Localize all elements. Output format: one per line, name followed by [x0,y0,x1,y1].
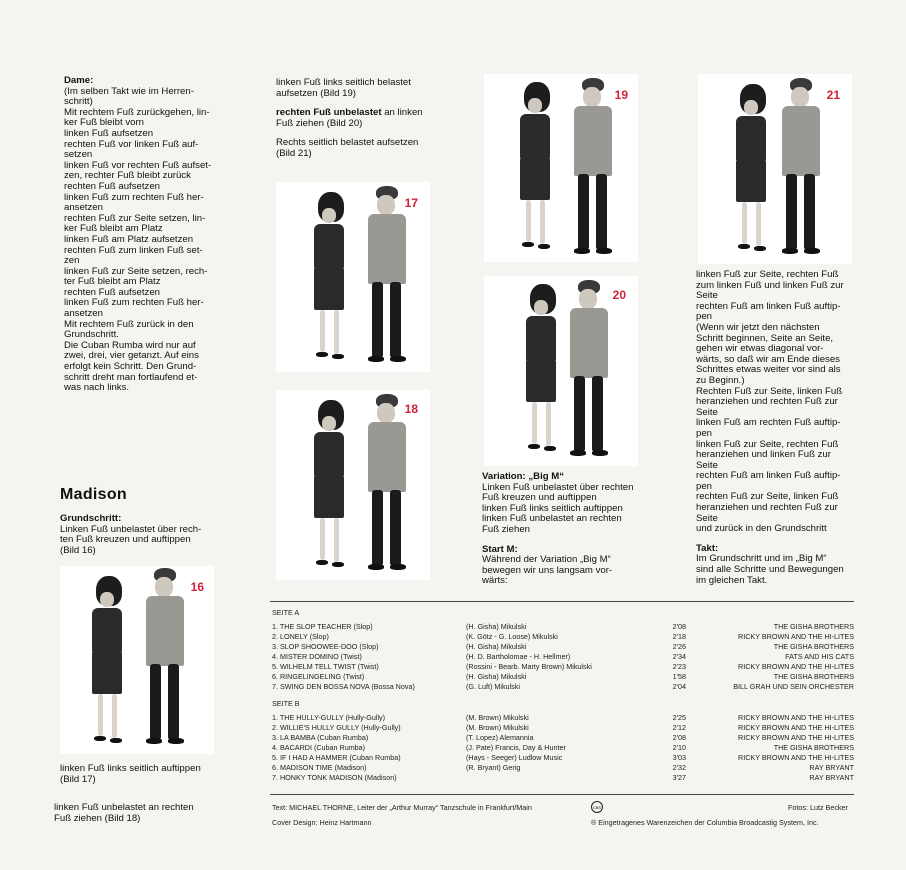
text-line: Rechts seitlich belastet aufsetzen [276,137,419,149]
text-line: pen [696,480,713,492]
text-line: linken Fuß zur Seite, rechten Fuß [696,438,839,450]
track-time: 2'26 [672,642,686,651]
track-title: 5. WILHELM TELL TWIST (Twist) [272,662,379,671]
text-line: was nach links. [64,382,130,394]
track-time: 2'25 [672,713,686,722]
text-line: pen [696,427,713,439]
track-artist: THE GISHA BROTHERS [773,672,854,681]
text-line: ker Fuß bleibt am Platz [64,223,163,235]
photo-19 [484,74,638,262]
text-line: zu Beginn.) [696,374,745,386]
text-line: Mit rechtem Fuß zurück in den [64,318,194,330]
track-artist: RICKY BROWN AND THE HI-LITES [738,723,854,732]
photo-20 [484,276,638,466]
track-time: 2'18 [672,632,686,641]
text-line: Fuß ziehen (Bild 18) [54,812,141,824]
text-line: Fuß ziehen [482,523,530,535]
text-line: Schritt beginnen, Seite an Seite, [696,332,834,344]
dame-title: Dame: [64,75,94,86]
takt-title: Takt: [696,542,719,554]
dancer-man [362,186,412,366]
track-row [272,672,856,682]
track-title: 4. MISTER DOMINO (Twist) [272,652,362,661]
text-line: wärts, so daß wir am Ende dieses [696,353,840,365]
text-line: ten Fuß kreuzen und auftippen [60,534,191,546]
variation-section [482,472,642,587]
text-line: linken Fuß links seitlich belastet [276,77,411,88]
text-line: zen, rechter Fuß bleibt zurück [64,170,191,182]
text-line: ansetzen [64,308,103,320]
text-line: pen [696,311,713,323]
text-line: Rechten Fuß zur Seite, linken Fuß [696,385,843,397]
track-time: 2'23 [672,662,686,671]
track-title: 6. RINGELINGELING (Twist) [272,672,365,681]
track-credit: (H. Gisha) Mikulski [466,642,527,651]
text-line: ansetzen [64,202,103,214]
dancer-woman [732,84,772,254]
track-time: 2'10 [672,743,686,752]
text-line: rechten Fuß aufsetzen [64,180,160,192]
track-credit: (K. Götz - G. Loose) Mikulski [466,632,558,641]
text-line: rechten Fuß am linken Fuß auftip- [696,470,841,482]
cover-credit: Cover Design: Heinz Hartmann [272,818,372,827]
photo-number-17: 17 [404,196,418,210]
dancer-man [362,394,412,574]
text-line: linken Fuß unbelastet an rechten [482,513,622,525]
tracklist-bottom-rule [270,794,854,795]
photo-number-16: 16 [190,580,204,594]
text-line: Im Grundschritt und im „Big M“ [696,553,827,565]
track-row [272,763,856,773]
text-line: zwei, drei, vier getanzt. Auf eins [64,350,199,362]
text-line: Seite [696,290,718,302]
col2-paragraph-2: rechten Fuß unbelastet an linken Fuß ziehen (Bild 20) [276,107,423,129]
track-artist: THE GISHA BROTHERS [773,622,854,631]
text-line: Linken Fuß unbelastet über rechten [482,481,634,493]
text-line: linken Fuß zum rechten Fuß her- [64,191,204,203]
track-time: 2'08 [672,733,686,742]
track-credit: (M. Brown) Mikulski [466,723,529,732]
track-title: 1. THE SLOP TEACHER (Slop) [272,622,373,631]
col2-text [276,78,446,169]
track-row [272,642,856,652]
photo-21 [698,74,852,264]
dancer-woman [310,192,350,362]
start-title: Start M: [482,543,518,555]
track-credit: (R. Bryant) Gerig [466,763,521,772]
photo-18 [276,390,430,580]
text-line: und zurück in den Grundschritt [696,523,827,535]
track-credit: (G. Luft) Mikulski [466,682,520,691]
text-line: wärts: [482,575,508,587]
track-artist: RAY BRYANT [809,763,854,772]
dancer-man [776,78,826,258]
dancer-woman [522,284,562,454]
text-line: Die Cuban Rumba wird nur auf [64,339,196,351]
text-line: heranziehen und rechten Fuß zur [696,396,838,408]
track-credit: (T. Lopez) Alemannia [466,733,534,742]
track-credit: (J. Pate) Francis, Day & Hunter [466,743,566,752]
track-row [272,743,856,753]
track-row [272,622,856,632]
text-line: erfolgt kein Schritt. Den Grund- [64,361,197,373]
track-artist: FATS AND HIS CATS [785,652,854,661]
track-title: 2. LONELY (Slop) [272,632,329,641]
text-line: ker Fuß bleibt vorn [64,117,144,129]
text-line: (Im selben Takt wie im Herren- [64,85,194,97]
dancer-man [564,280,614,460]
dancer-woman [516,82,556,252]
text-line: rechten Fuß zur Seite setzen, lin- [64,212,206,224]
text-line: bewegen wir uns langsam vor- [482,564,613,576]
text-line: rechten Fuß zur Seite, linken Fuß [696,491,839,503]
cbs-logo: CBS [591,801,603,813]
track-artist: RICKY BROWN AND THE HI-LITES [738,713,854,722]
photo-number-18: 18 [404,402,418,416]
text-line: (Wenn wir jetzt den nächsten [696,321,820,333]
text-line: (Bild 17) [60,773,96,785]
photo-number-21: 21 [826,88,840,102]
grundschritt-section [60,514,220,556]
variation-title: Variation: „Big M“ [482,471,565,482]
text-line: rechten Fuß am linken Fuß auftip- [696,300,841,312]
text-line: linken Fuß unbelastet an rechten [54,802,194,813]
track-time: 1'58 [672,672,686,681]
text-line: sind alle Schritte und Bewegungen [696,564,844,576]
track-time: 2'34 [672,652,686,661]
grundschritt-lines [60,525,220,557]
text-line: rechten Fuß aufsetzen [64,286,160,298]
track-artist: THE GISHA BROTHERS [773,642,854,651]
photo-17 [276,182,430,372]
text-credit: Text: MICHAEL THORNE, Leiter der „Arthur Murray“ Tanzschule in Frankfurt/Main [272,803,532,812]
dancer-man [568,78,618,258]
track-row [272,713,856,723]
track-artist: RICKY BROWN AND THE HI-LITES [738,662,854,671]
text-line: rechten Fuß zum linken Fuß set- [64,244,203,256]
track-credit: (Rossini - Bearb. Marty Brown) Mikulski [466,662,592,671]
dancer-man [140,568,190,748]
side-b-label: SEITE B [272,699,300,708]
track-row [272,652,856,662]
grundschritt-title: Grundschritt: [60,513,122,524]
text-line: Mit rechtem Fuß zurückgehen, lin- [64,106,210,118]
text-line: gehen wir etwas diagonal vor- [696,343,824,355]
text-line: linken Fuß am rechten Fuß auftip- [696,417,841,429]
text-line: linken Fuß aufsetzen [64,127,154,139]
track-artist: RICKY BROWN AND THE HI-LITES [738,753,854,762]
text-line: schritt) [64,96,93,108]
dame-lines [64,87,220,394]
col2-paragraph-1 [276,78,446,99]
track-title: 3. LA BAMBA (Cuban Rumba) [272,733,369,742]
photo-number-19: 19 [614,88,628,102]
dancer-woman [88,576,128,746]
dancer-woman [310,400,350,570]
track-credit: (H. D. Bartholomae - H. Hellmer) [466,652,571,661]
tracklist-top-rule [270,601,854,602]
text-line: zen [64,255,80,267]
text-line: zum linken Fuß und linken Fuß zur [696,279,844,291]
tracklist [272,608,856,790]
text-line: ter Fuß bleibt am Platz [64,276,161,288]
text-line: Während der Variation „Big M“ [482,554,611,566]
text-line: linken Fuß zur Seite, rechten Fuß [696,269,839,280]
track-artist: RICKY BROWN AND THE HI-LITES [738,733,854,742]
track-time: 2'32 [672,763,686,772]
track-time: 3'03 [672,753,686,762]
text-line: Linken Fuß unbelastet über rech- [60,523,202,535]
track-row [272,733,856,743]
text-line: linken Fuß vor rechten Fuß aufset- [64,159,212,171]
track-title: 2. WILLIE'S HULLY GULLY (Hully-Gully) [272,723,401,732]
track-time: 2'08 [672,622,686,631]
text-line: heranziehen und linken Fuß zur [696,449,831,461]
track-row [272,662,856,672]
text-line: Seite [696,512,718,524]
photo-16 [60,566,214,754]
text-line: Grundschritt. [64,329,119,341]
text-line: linken Fuß am Platz aufsetzen [64,233,194,245]
text-line: heranziehen und rechten Fuß zur [696,502,838,514]
col4-text [696,270,854,586]
col2-paragraph-3 [276,138,446,159]
text-line: (Bild 16) [60,544,96,556]
track-credit: (H. Gisha) Mikulski [466,672,527,681]
text-line: linken Fuß links seitlich auftippen [482,502,623,514]
text-line: Seite [696,406,718,418]
track-credit: (Hays - Seeger) Ludlow Music [466,753,563,762]
track-row [272,682,856,692]
after-16b-text [54,803,214,824]
text-line: (Bild 21) [276,147,312,159]
text-line: linken Fuß zur Seite setzen, rech- [64,265,208,277]
text-line: linken Fuß links seitlich auftippen [60,763,201,774]
track-artist: RICKY BROWN AND THE HI-LITES [738,632,854,641]
track-time: 2'12 [672,723,686,732]
track-title: 4. BACARDI (Cuban Rumba) [272,743,366,752]
trademark-note: ® Eingetragenes Warenzeichen der Columbia Broadcastig System, Inc. [591,818,819,827]
side-a-label: SEITE A [272,608,300,617]
track-title: 3. SLOP SHOOWEE-DOO (Slop) [272,642,379,651]
track-title: 6. MADISON TIME (Madison) [272,763,367,772]
track-credit: (H. Gisha) Mikulski [466,622,527,631]
photo-number-20: 20 [612,288,626,302]
text-line: aufsetzen (Bild 19) [276,87,356,99]
dame-section [64,76,220,394]
madison-heading: Madison [60,486,127,503]
track-row [272,723,856,733]
track-artist: BILL GRAH UND SEIN ORCHESTER [733,682,854,691]
track-title: 5. IF I HAD A HAMMER (Cuban Rumba) [272,753,401,762]
text-line: im gleichen Takt. [696,574,768,586]
track-artist: RAY BRYANT [809,773,854,782]
track-credit: (M. Brown) Mikulski [466,713,529,722]
after-16-text [60,764,220,785]
track-title: 1. THE HULLY-GULLY (Hully-Gully) [272,713,386,722]
text-line: Fuß kreuzen und auftippen [482,492,597,504]
text-line: schritt dreht man fortlaufend et- [64,371,198,383]
text-line: linken Fuß zum rechten Fuß her- [64,297,204,309]
text-line: setzen [64,149,93,161]
track-row [272,632,856,642]
track-row [272,753,856,763]
track-title: 7. SWING DEN BOSSA NOVA (Bossa Nova) [272,682,415,691]
track-title: 7. HONKY TONK MADISON (Madison) [272,773,397,782]
track-time: 2'04 [672,682,686,691]
track-time: 3'27 [672,773,686,782]
track-row [272,773,856,783]
text-line: Seite [696,459,718,471]
text-line: Schrittes etwas weiter vor sind als [696,364,841,376]
track-artist: THE GISHA BROTHERS [773,743,854,752]
text-line: rechten Fuß vor linken Fuß auf- [64,138,199,150]
photo-credit: Fotos: Lutz Becker [788,803,848,812]
